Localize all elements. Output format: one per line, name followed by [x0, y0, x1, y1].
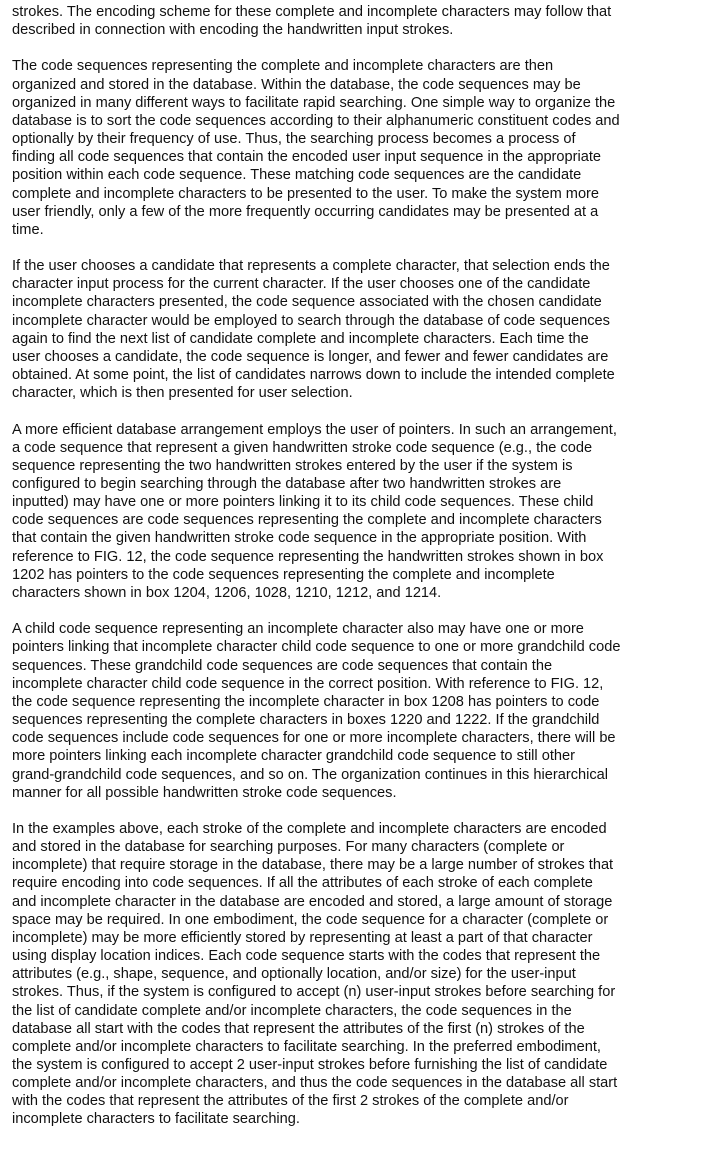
paragraph-4: A more efficient database arrangement employs the user of pointers. In such an arrangement, a code sequence that represent a given handwritten stroke code sequence (e.g., the code sequence representing the two handwritten strokes entered by the user if the system is configured to begin searching through the database after two handwritten strokes are inputted) may have one or more pointers linking it to its child code sequences. These child code sequences are code sequences representing the complete and incomplete characters that contain the given handwritten stroke code sequence in the appropriate position. With reference to FIG. 12, the code sequence representing the handwritten strokes shown in box 1202 has pointers to the code sequences representing the complete and incomplete characters shown in box 1204, 1206, 1028, 1210, 1212, and 1214.: [12, 421, 617, 601]
paragraph-5: A child code sequence representing an incomplete character also may have one or more pointers linking that incomplete character child code sequence to one or more grandchild code sequences. These grandchild code sequences are code sequences that contain the incomplete character child code sequence in the correct position. With reference to FIG. 12, the code sequence representing the incomplete character in box 1208 has pointers to code sequences representing the complete characters in boxes 1220 and 1222. If the grandchild code sequences include code sequences for one or more incomplete characters, there will be more pointers linking each incomplete character grandchild code sequence to still other grand-grandchild code sequences, and so on. The organization continues in this hierarchical manner for all possible handwritten stroke code sequences.: [12, 621, 621, 801]
paragraph-2: The code sequences representing the complete and incomplete characters are then organized and stored in the database. Within the database, the code sequences may be organized in many different ways to facilitate rapid searching. One simple way to organize the database is to sort the code sequences according to their alphanumeric constituent codes and optionally by their frequency of use. Thus, the searching process becomes a process of finding all code sequences that contain the encoded user input sequence in the appropriate position within each code sequence. These matching code sequences are the candidate complete and incomplete characters to be presented to the user. To make the system more user friendly, only a few of the more frequently occurring candidates may be presented at a time.: [12, 58, 620, 238]
paragraph-6: In the examples above, each stroke of the complete and incomplete characters are encoded and stored in the database for searching purposes. For many characters (complete or incomplete) that require storage in the database, there may be a large number of strokes that require encoding into code sequences. If all the attributes of each stroke of each complete and incomplete character in the database are encoded and stored, a large amount of storage space may be required. In one embodiment, the code sequence for a character (complete or incomplete) may be more efficiently stored by representing at least a part of that character using display location indices. Each code sequence starts with the codes that represent the attributes (e.g., shape, sequence, and optionally location, and/or size) for the user-input strokes. Thus, if the system is configured to accept (n) user-input strokes before searching for the list of candidate complete and/or incomplete characters, the code sequences in the database all start with the codes that represent the attributes of the first (n) strokes of the complete and/or incomplete characters to facilitate searching. In the preferred embodiment, the system is configured to accept 2 user-input strokes before furnishing the list of candidate complete and/or incomplete characters, and thus the code sequences in the database all start with the codes that represent the attributes of the first 2 strokes of the complete and/or incomplete characters to facilitate searching.: [12, 820, 618, 1128]
paragraph-3: If the user chooses a candidate that represents a complete character, that selection ends the character input process for the current character. If the user chooses one of the candidate incomplete characters presented, the code sequence associated with the chosen candidate incomplete character would be employed to search through the database of code sequences again to find the next list of candidate complete and incomplete characters. Each time the user chooses a candidate, the code sequence is longer, and fewer and fewer candidates are obtained. At some point, the list of candidates narrows down to include the intended complete character, which is then presented for user selection.: [12, 258, 615, 402]
paragraph-1: strokes. The encoding scheme for these complete and incomplete characters may follow that described in connection with encoding the handwritten input strokes.: [12, 4, 612, 39]
